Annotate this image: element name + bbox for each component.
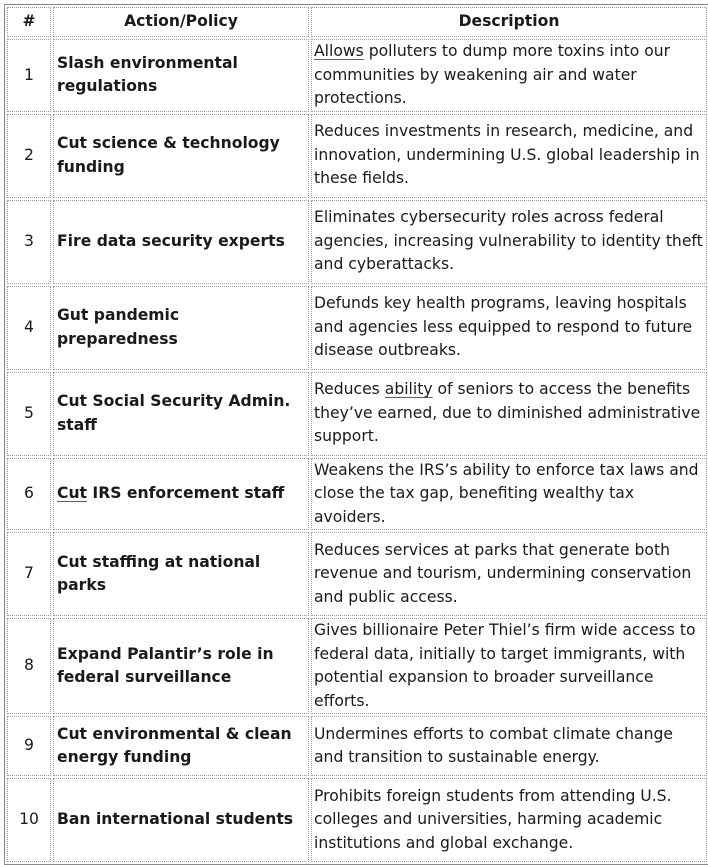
row-number: 6 (7, 458, 51, 531)
spellcheck-underlined-word: ability (384, 380, 433, 399)
table-header-row (7, 7, 707, 37)
row-description-text: polluters to dump more toxins into our communities by weakening air and water protections. (314, 42, 671, 107)
row-number: 2 (7, 114, 51, 198)
row-number: 4 (7, 286, 51, 370)
row-action: Cut environmental & clean energy funding (53, 716, 309, 776)
table-row (7, 114, 707, 198)
row-action: Fire data security experts (53, 200, 309, 284)
spellcheck-underlined-word: Allows (314, 42, 364, 60)
row-number: 8 (7, 618, 51, 714)
row-action: Expand Palantir’s role in federal surveillance (53, 618, 309, 714)
row-description: Prohibits foreign students from attending U.S. colleges and universities, harming academic institutions and global exchange. (311, 778, 707, 862)
policy-table-container (4, 4, 704, 852)
row-description: Weakens the IRS’s ability to enforce tax laws and close the tax gap, benefiting wealthy tax avoiders. (311, 458, 707, 531)
row-number: 5 (7, 372, 51, 456)
row-description-text: Reduces (314, 380, 385, 399)
row-description: Reduces services at parks that generate both revenue and tourism, undermining conservation and public access. (311, 532, 707, 616)
row-description: Reduces investments in research, medicine, and innovation, undermining U.S. global leadership in these fields. (311, 114, 707, 198)
row-action: Cut science & technology funding (53, 114, 309, 198)
row-action: Gut pandemic preparedness (53, 286, 309, 370)
row-description: Defunds key health programs, leaving hospitals and agencies less equipped to respond to future disease outbreaks. (311, 286, 707, 370)
row-number: 10 (7, 778, 51, 862)
row-number: 3 (7, 200, 51, 284)
table-row (7, 200, 707, 284)
table-row (7, 39, 707, 112)
header-number: # (7, 7, 51, 37)
row-action: Cut Social Security Admin. staff (53, 372, 309, 456)
table-row (7, 286, 707, 370)
row-description: Undermines efforts to combat climate change and transition to sustainable energy. (311, 716, 707, 776)
row-description (311, 39, 707, 112)
table-row (7, 618, 707, 714)
row-action: Cut staffing at national parks (53, 532, 309, 616)
header-action-policy: Action/Policy (53, 7, 309, 37)
row-action (53, 458, 309, 531)
row-description-text: of seniors to access the benefits they’ve earned, due to diminished administrative support. (314, 380, 701, 446)
table-row (7, 532, 707, 616)
table-row (7, 778, 707, 862)
spellcheck-underlined-word: Cut (57, 484, 87, 502)
row-action: Ban international students (53, 778, 309, 862)
row-description: Eliminates cybersecurity roles across federal agencies, increasing vulnerability to identity theft and cyberattacks. (311, 200, 707, 284)
header-description: Description (311, 7, 707, 37)
row-action-text: IRS enforcement staff (87, 484, 285, 502)
row-description (311, 372, 707, 456)
row-description: Gives billionaire Peter Thiel’s firm wide access to federal data, initially to target immigrants, with potential expansion to broader surveillance efforts. (311, 618, 707, 714)
table-row (7, 372, 707, 456)
policy-table (4, 4, 708, 865)
row-action: Slash environmental regulations (53, 39, 309, 112)
row-number: 7 (7, 532, 51, 616)
row-number: 9 (7, 716, 51, 776)
table-row (7, 458, 707, 531)
row-number: 1 (7, 39, 51, 112)
table-row (7, 716, 707, 776)
